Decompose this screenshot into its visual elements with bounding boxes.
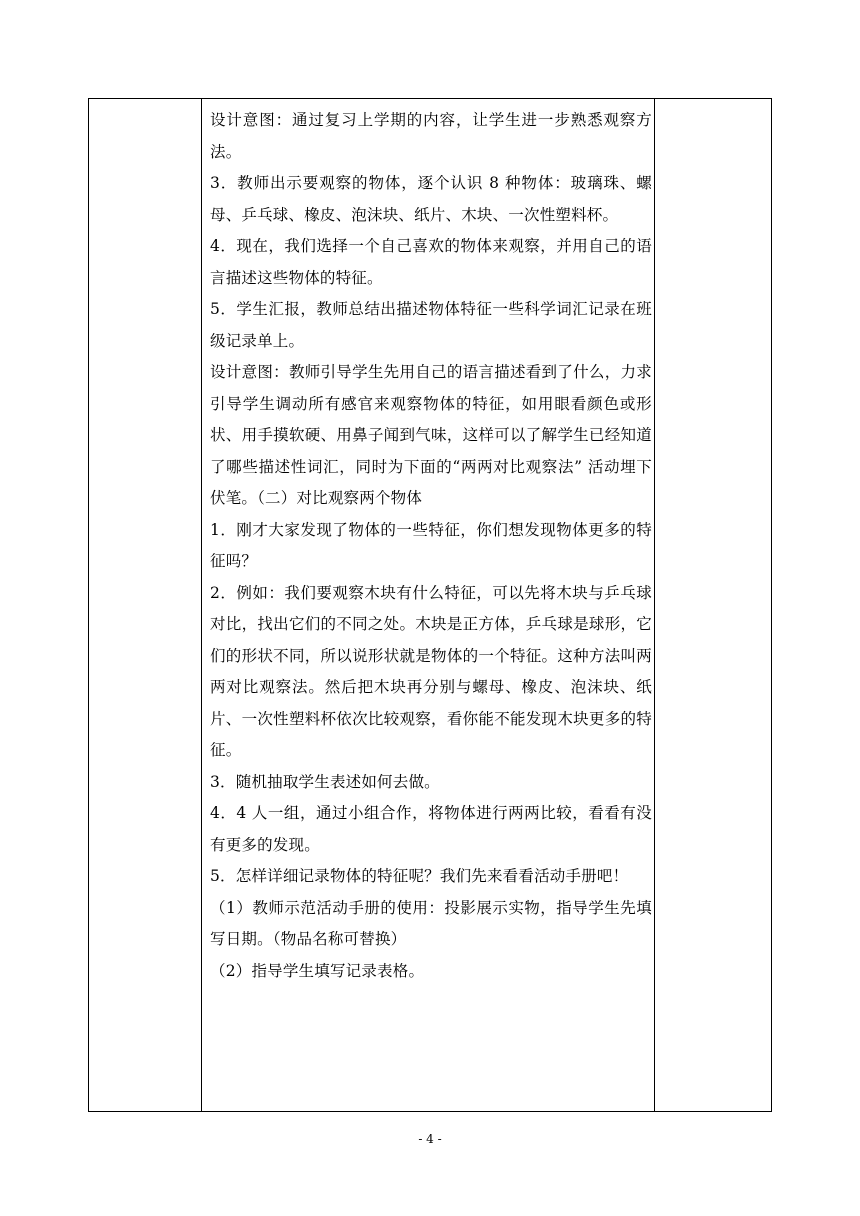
page-number: - 4 - xyxy=(418,1132,442,1146)
paragraph: 3．随机抽取学生表述如何去做。 xyxy=(210,772,440,791)
paragraph: （1）教师示范活动手册的使用：投影展示实物，指导学生先填写日期。（物品名称可替换） xyxy=(210,898,652,948)
paragraph: 5．学生汇报，教师总结出描述物体特征一些科学词汇记录在班级记录单上。 xyxy=(210,300,652,350)
paragraph: 4．4 人一组，通过小组合作，将物体进行两两比较，看看有没有更多的发现。 xyxy=(210,804,652,854)
paragraph: 3．教师出示要观察的物体，逐个认识 8 种物体：玻璃珠、螺母、乒乓球、橡皮、泡沫块、纸片、木块、一次性塑料杯。 xyxy=(210,174,652,224)
paragraph: 5．怎样详细记录物体的特征呢？我们先来看看活动手册吧！ xyxy=(210,867,629,885)
paragraph: 1．刚才大家发现了物体的一些特征，你们想发现物体更多的特征吗？ xyxy=(210,520,652,570)
lesson-table xyxy=(88,98,772,1112)
paragraph: （2）指导学生填写记录表格。 xyxy=(210,961,425,980)
paragraph: 设计意图：教师引导学生先用自己的语言描述看到了什么，力求引导学生调动所有感官来观察物体的特征，如用眼看颜色或形状、用手摸软硬、用鼻子闻到气味，这样可以了解学生已经知道了哪些描述性词汇，同时为下面的“两两对比观察法” 活动埋下伏笔。（二）对比观察两个物体 xyxy=(210,363,652,507)
column-divider-left xyxy=(201,99,202,1111)
paragraph: 4．现在，我们选择一个自己喜欢的物体来观察，并用自己的语言描述这些物体的特征。 xyxy=(210,237,652,287)
lesson-content-cell xyxy=(210,99,652,987)
column-divider-right xyxy=(654,99,655,1111)
paragraph: 2．例如：我们要观察木块有什么特征，可以先将木块与乒乓球对比，找出它们的不同之处。木块是正方体，乒乓球是球形，它们的形状不同，所以说形状就是物体的一个特征。这种方法叫两两对比观察法。然后把木块再分别与螺母、橡皮、泡沫块、纸片、一次性塑料杯依次比较观察，看你能不能发现木块更多的特征。 xyxy=(210,583,652,759)
paragraph: 设计意图：通过复习上学期的内容，让学生进一步熟悉观察方法。 xyxy=(210,111,652,161)
